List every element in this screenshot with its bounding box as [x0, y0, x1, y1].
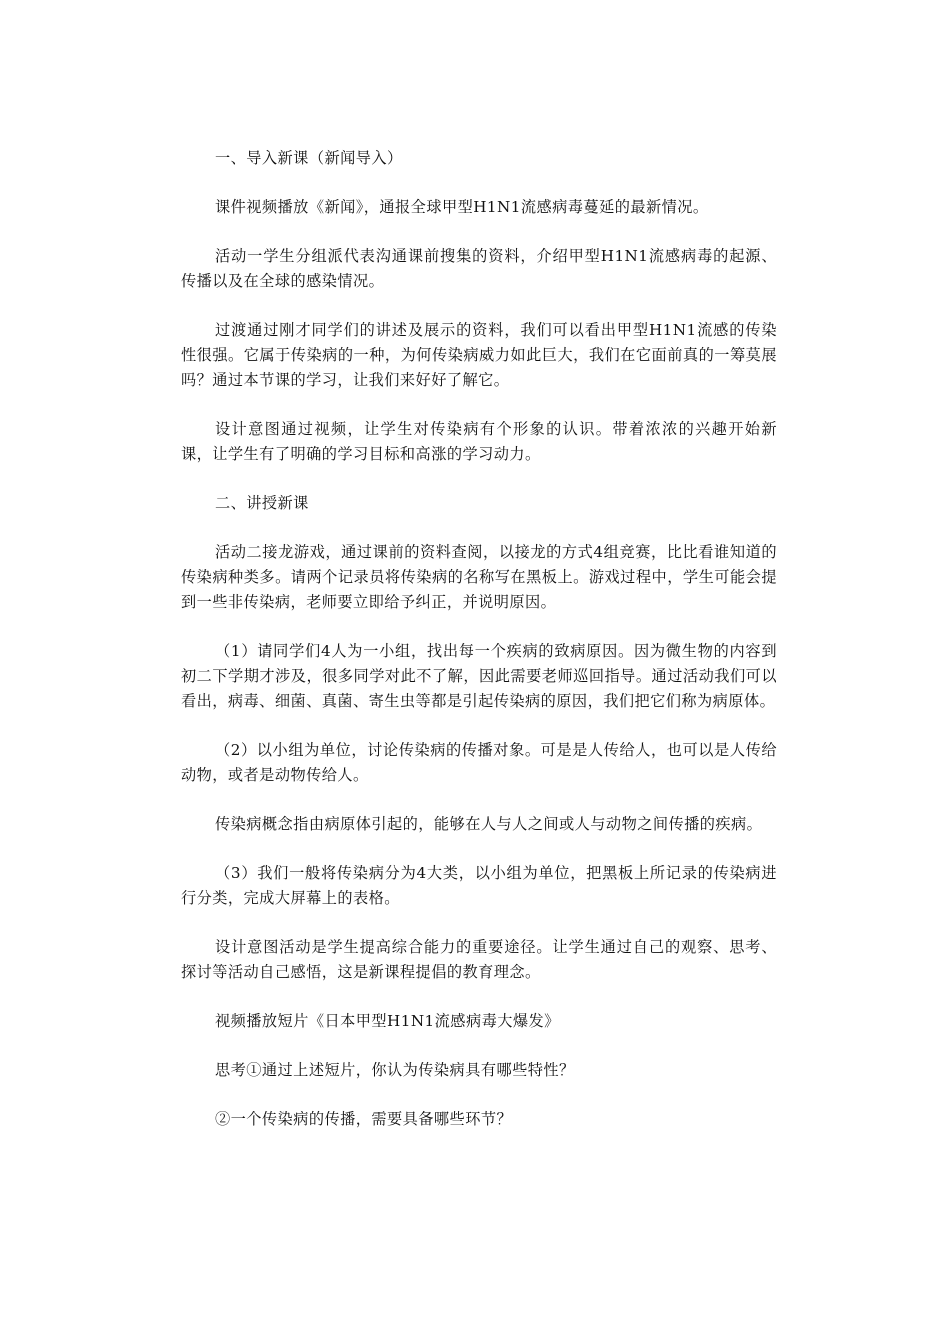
- paragraph: 课件视频播放《新闻》，通报全球甲型H1N1流感病毒蔓延的最新情况。: [215, 198, 709, 216]
- document-body: [181, 146, 777, 1156]
- paragraph: 过渡通过刚才同学们的讲述及展示的资料，我们可以看出甲型H1N1流感的传染性很强。它属于传染病的一种，为何传染病威力如此巨大，我们在它面前真的一筹莫展吗？通过本节课的学习，让我们来好好了解它。: [181, 321, 777, 389]
- section-heading-intro: 一、导入新课（新闻导入）: [215, 149, 403, 167]
- paragraph: 设计意图活动是学生提高综合能力的重要途径。让学生通过自己的观察、思考、探讨等活动自己感悟，这是新课程提倡的教育理念。: [181, 938, 777, 981]
- paragraph: 活动一学生分组派代表沟通课前搜集的资料，介绍甲型H1N1流感病毒的起源、传播以及在全球的感染情况。: [181, 247, 777, 290]
- paragraph: 传染病概念指由病原体引起的，能够在人与人之间或人与动物之间传播的疾病。: [215, 815, 763, 833]
- paragraph: ②一个传染病的传播，需要具备哪些环节？: [215, 1110, 513, 1128]
- paragraph: 设计意图通过视频，让学生对传染病有个形象的认识。带着浓浓的兴趣开始新课，让学生有了明确的学习目标和高涨的学习动力。: [181, 420, 777, 463]
- paragraph: （3）我们一般将传染病分为4大类，以小组为单位，把黑板上所记录的传染病进行分类，完成大屏幕上的表格。: [181, 864, 777, 907]
- paragraph: （1）请同学们4人为一小组，找出每一个疾病的致病原因。因为微生物的内容到初二下学期才涉及，很多同学对此不了解，因此需要老师巡回指导。通过活动我们可以看出，病毒、细菌、真菌、寄生虫等都是引起传染病的原因，我们把它们称为病原体。: [181, 642, 777, 710]
- paragraph: 思考①通过上述短片，你认为传染病具有哪些特性？: [215, 1061, 575, 1079]
- paragraph: 视频播放短片《日本甲型H1N1流感病毒大爆发》: [215, 1012, 560, 1030]
- section-heading-new-lesson: 二、讲授新课: [215, 494, 309, 512]
- paragraph: 活动二接龙游戏，通过课前的资料查阅，以接龙的方式4组竞赛，比比看谁知道的传染病种类多。请两个记录员将传染病的名称写在黑板上。游戏过程中，学生可能会提到一些非传染病，老师要立即给予纠正，并说明原因。: [181, 543, 777, 611]
- paragraph: （2）以小组为单位，讨论传染病的传播对象。可是是人传给人，也可以是人传给动物，或者是动物传给人。: [181, 741, 777, 784]
